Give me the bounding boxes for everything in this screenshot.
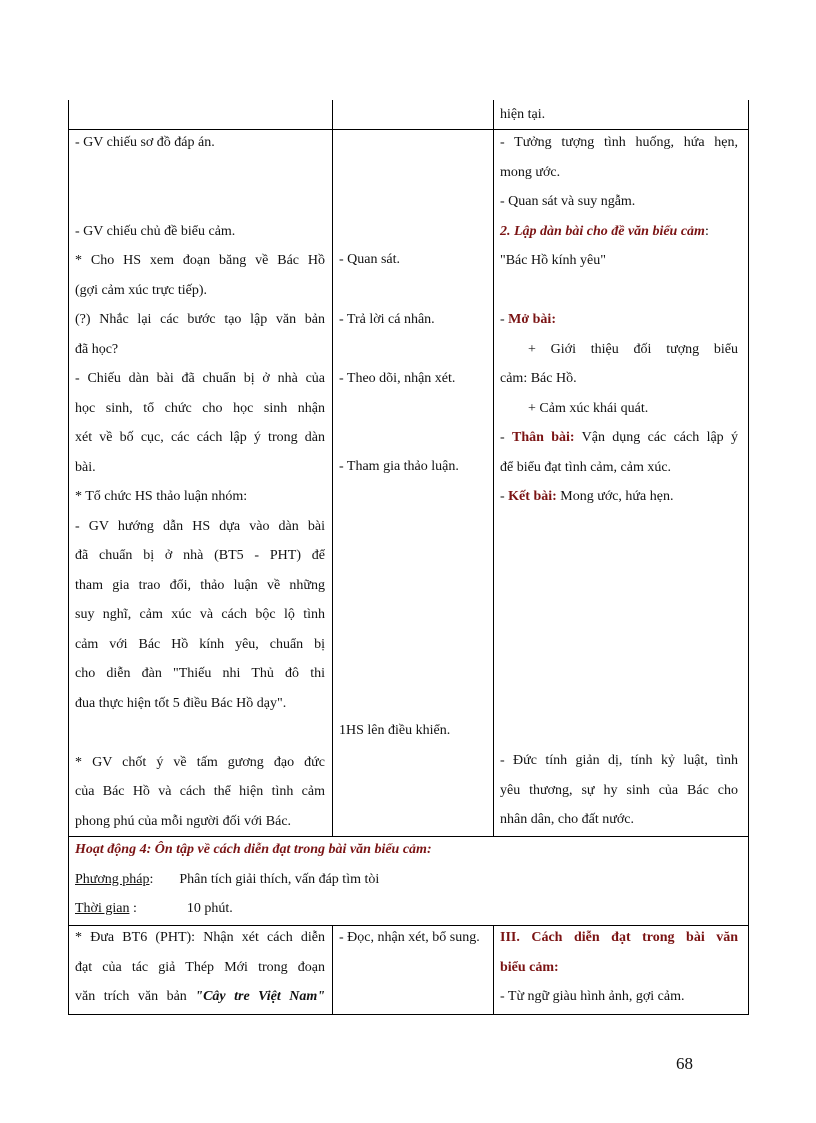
teacher-line: - Chiếu dàn bài đã chuẩn bị ở nhà của [75,371,325,386]
dash: - [500,430,512,445]
column-divider-1 [332,100,333,836]
column-divider-2 [493,100,494,836]
time-colon: : [129,901,137,916]
than-bai-text: Vận dụng các cách lập ý [574,430,738,445]
knowledge-cell-upper [500,128,738,512]
section-heading [500,217,738,247]
method-value: Phân tích giải thích, vấn đáp tìm tòi [179,871,380,887]
teacher-line: của Bác Hồ và cách thể hiện tình cảm [75,784,325,799]
teacher-line: (gợi cảm xúc trực tiếp). [75,282,207,298]
teacher-line: * Tổ chức HS thảo luận nhóm: [75,489,248,504]
teacher-text: văn trích văn bản [75,989,196,1004]
method-label: Phương pháp [75,871,150,887]
teacher-line: cho diễn đàn "Thiếu nhi Thủ đô thi [75,666,325,681]
dash: - [500,489,509,504]
teacher-line: (?) Nhắc lại các bước tạo lập văn bản [75,312,325,327]
knowledge-cell-lower [500,746,738,835]
than-bai-line: để biểu đạt tình cảm, cảm xúc. [500,459,672,475]
time-value: 10 phút. [186,901,233,916]
than-bai-line [500,423,738,453]
teacher-line [75,982,325,1012]
dash: - [500,312,509,327]
column-divider-1-lower [332,925,333,1015]
teacher-line: đã chuẩn bị ở nhà (BT5 - PHT) để [75,548,325,563]
teacher-line: học sinh, tổ chức cho học sinh nhận [75,400,325,416]
mo-bai-item: + Giới thiệu đối tượng biểu [528,341,738,357]
row4-knowledge-cell [500,923,738,1012]
ket-bai-line [500,482,738,512]
student-activity-thao-luan: - Tham gia thảo luận. [339,459,459,474]
knowledge-line: - Quan sát và suy ngẫm. [500,194,636,209]
blank-line [500,276,738,306]
than-bai-label: Thân bài: [512,430,575,445]
mo-bai-item: + Cảm xúc khái quát. [528,400,649,416]
ket-bai-text: Mong ước, hứa hẹn. [556,489,674,504]
teacher-line: bài. [75,459,96,475]
teacher-line: cảm với Bác Hồ kính yêu, chuẩn bị [75,636,325,652]
essay-topic: "Bác Hồ kính yêu" [500,253,606,268]
knowledge-line: - Đức tính giản dị, tính kỷ luật, tình [500,753,738,768]
table-border-left [68,100,69,1015]
lesson-table [68,100,749,1015]
activity-title: Hoạt động 4: Ôn tập về cách diễn đạt trong bài văn biểu cảm: [75,842,432,857]
teacher-activity-cell [75,128,325,836]
student-activity-tra-loi: - Trả lời cá nhân. [339,312,435,327]
column-divider-2-lower [493,925,494,1015]
blank-line [75,718,325,748]
teacher-line: - GV chiếu chủ đề biểu cảm. [75,223,236,239]
table-border-bottom [68,1014,749,1015]
blank-line [75,158,325,188]
teacher-line: suy nghĩ, cảm xúc và cách bộc lộ tình [75,607,325,622]
section-heading-text: 2. Lập dàn bài cho đề văn biểu cảm [500,223,705,239]
section-heading-colon: : [704,223,709,239]
teacher-line: xét về bố cục, các cách lập ý trong dàn [75,430,325,445]
row4-student-cell: - Đọc, nhận xét, bổ sung. [339,930,480,945]
activity-header-cell [75,835,735,924]
mo-bai-item: cảm: Bác Hồ. [500,371,577,386]
mo-bai-label: Mở bài: [508,312,556,327]
time-line [75,894,735,924]
section-heading-cont: biểu cảm: [500,959,559,975]
table-border-right [748,100,749,1015]
method-line [75,865,735,895]
knowledge-line: mong ước. [500,164,561,180]
time-label: Thời gian [75,901,130,916]
teacher-line: đạt của tác giả Thép Mới trong đoạn [75,959,325,975]
method-colon: : [149,871,154,887]
blank-line [75,187,325,217]
mo-bai-line [500,305,738,335]
knowledge-line: yêu thương, sự hy sinh của Bác cho [500,782,738,798]
student-activity-theo-doi: - Theo dõi, nhận xét. [339,371,456,386]
teacher-line: đua thực hiện tốt 5 điều Bác Hồ dạy". [75,695,287,711]
teacher-line: phong phú của mỗi người đối với Bác. [75,813,292,829]
teacher-line: - GV chiếu sơ đồ đáp án. [75,135,215,150]
row1-knowledge-text: hiện tại. [500,107,546,122]
teacher-line: tham gia trao đổi, thảo luận về những [75,577,325,593]
student-activity-quan-sat: - Quan sát. [339,252,401,267]
page-number: 68 [676,1054,693,1073]
teacher-line: * Đưa BT6 (PHT): Nhận xét cách diễn [75,930,325,945]
row1-knowledge-cell [500,100,740,130]
knowledge-line: - Tưởng tượng tình huống, hứa hẹn, [500,135,738,150]
section-heading: III. Cách diễn đạt trong bài văn [500,930,738,945]
teacher-line: đã học? [75,341,119,357]
text-title: "Cây tre Việt Nam" [195,989,325,1004]
teacher-line: * Cho HS xem đoạn băng về Bác Hồ [75,253,325,268]
knowledge-line: nhân dân, cho đất nước. [500,812,634,827]
student-activity-dieu-khien: 1HS lên điều khiển. [339,723,451,738]
teacher-line: - GV hướng dẫn HS dựa vào dàn bài [75,518,325,534]
knowledge-line: - Từ ngữ giàu hình ảnh, gợi cảm. [500,989,685,1004]
ket-bai-label: Kết bài: [508,489,557,504]
row4-teacher-cell [75,923,325,1012]
teacher-line: * GV chốt ý về tấm gương đạo đức [75,754,325,770]
